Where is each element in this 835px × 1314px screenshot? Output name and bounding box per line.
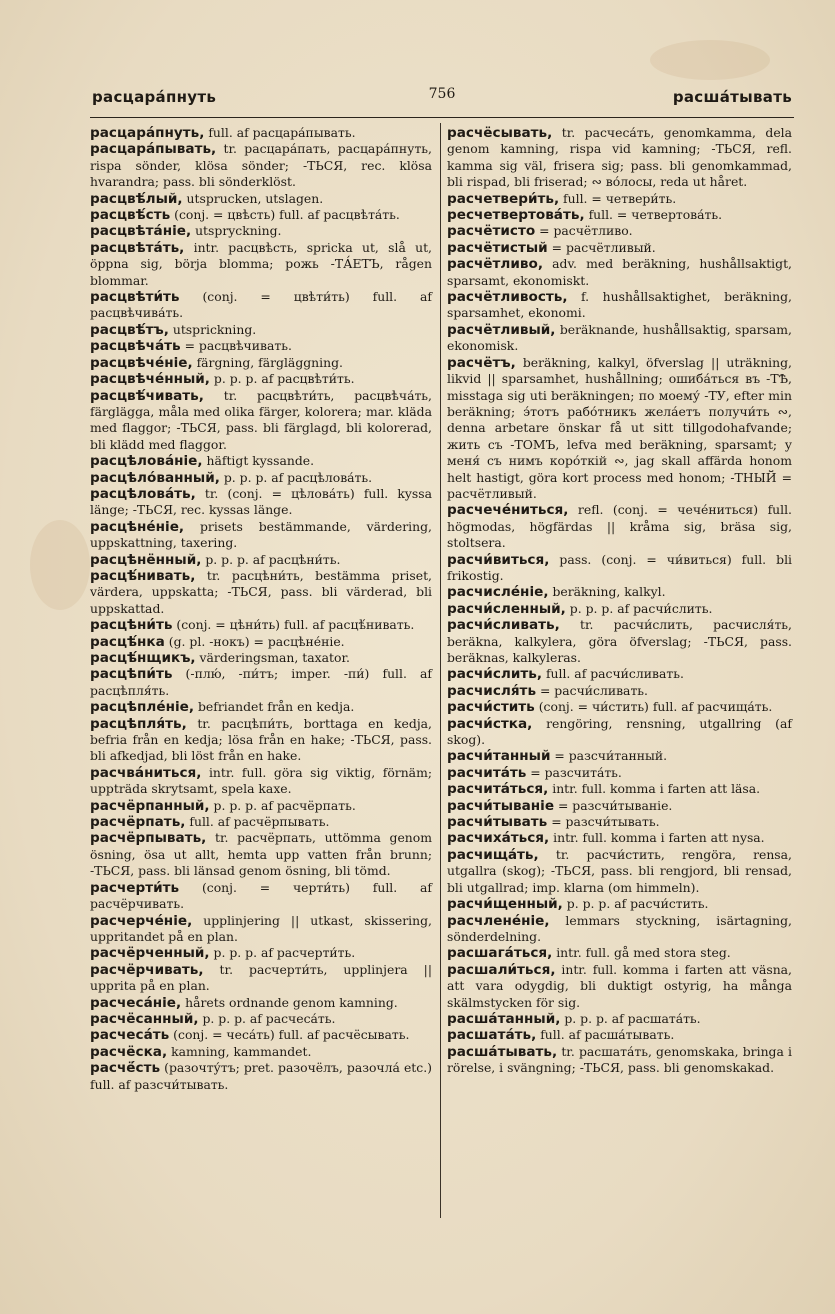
entry-definition: p. p. p. af расцѣлова́ть. bbox=[219, 469, 373, 485]
entry-headword: расцвѣти́ть bbox=[90, 289, 180, 306]
dictionary-entry bbox=[90, 995, 432, 1011]
dictionary-entry bbox=[447, 322, 792, 355]
entry-headword: расчи́тываніе bbox=[447, 797, 555, 814]
entry-headword: расцвѣта́ть, bbox=[90, 239, 185, 256]
entry-definition: tr. расцѣпи́ть, borttaga en kedja, befria från en kedja; lösa från en hake; -ТЬСЯ, pass. bli afkedjad, bli löst från en hake. bbox=[90, 715, 432, 764]
entry-definition: beräkning, kalkyl, öfverslag || uträkning, likvid || sparsamhet, hushållning; ошиба́ться въ -ТѢ, misstaga sig uti beräkningen; по моему́ -ТУ, efter min beräkning; э́тотъ рабо́тникъ жела́етъ получи́ть ∾, denna arbetare önskar få ut sitt tillgodohafvande; жить съ -ТОМЪ, lefva med beräkning, sparsamt; у меня́ съ нимъ коро́ткій ∾, jag skall affärda honom helt hastigt, göra kort process med honom; -ТНЫЙ = расчётливый. bbox=[447, 354, 792, 501]
entry-definition: tr. расцѣни́ть, bestämma priset, värdera, uppskatta; -ТЬСЯ, pass. bli värderad, bli uppskattad. bbox=[90, 567, 432, 616]
entry-headword: расцара́пывать, bbox=[90, 141, 217, 158]
dictionary-entry bbox=[447, 896, 792, 912]
entry-headword: расчеса́ть bbox=[90, 1027, 170, 1044]
entry-headword: расчёрченный, bbox=[90, 945, 210, 962]
entry-definition: (conj. = цвѣти́ть) full. af расцвѣчива́ть. bbox=[90, 289, 432, 321]
entry-headword: расчётливый, bbox=[447, 321, 556, 338]
entry-definition: full. = четвертова́ть. bbox=[584, 207, 723, 223]
entry-definition: häftigt kyssande. bbox=[202, 453, 315, 469]
right-column bbox=[447, 125, 792, 1077]
entry-definition: intr. full. göra sig viktig, förnäm; uppträda skrytsamt, spela kaxe. bbox=[90, 764, 432, 797]
entry-headword: расчё́сть bbox=[90, 1060, 161, 1077]
entry-headword: расцвѣче́ніе, bbox=[90, 354, 193, 371]
dictionary-entry bbox=[90, 289, 432, 322]
entry-headword: расчёска, bbox=[90, 1043, 168, 1060]
dictionary-entry bbox=[447, 502, 792, 551]
dictionary-entry bbox=[447, 830, 792, 846]
dictionary-entry bbox=[447, 945, 792, 961]
dictionary-entry bbox=[447, 125, 792, 191]
dictionary-entry bbox=[447, 617, 792, 666]
dictionary-entry bbox=[90, 798, 432, 814]
dictionary-entry bbox=[90, 1044, 432, 1060]
dictionary-entry bbox=[447, 781, 792, 797]
entry-headword: расчеса́ніе, bbox=[90, 994, 182, 1011]
paper-stain bbox=[30, 520, 90, 610]
dictionary-entry bbox=[90, 666, 432, 699]
entry-headword: расчва́ниться, bbox=[90, 764, 202, 781]
entry-headword: расцѣ́нивать, bbox=[90, 567, 196, 584]
entry-headword: расчи́щенный, bbox=[447, 896, 563, 913]
dictionary-entry bbox=[90, 191, 432, 207]
dictionary-entry bbox=[447, 256, 792, 289]
dictionary-entry bbox=[90, 699, 432, 715]
entry-definition: tr. расчи́стить, rengöra, rensa, utgallra (skog); -ТЬСЯ, pass. bli rengjord, bli rensad, bli utgallrad; imp. klarna (om himmeln). bbox=[447, 846, 792, 895]
entry-definition: utspryckning. bbox=[191, 223, 282, 239]
dictionary-entry bbox=[90, 765, 432, 798]
entry-headword: расчётистый bbox=[447, 239, 548, 256]
dictionary-entry bbox=[90, 240, 432, 289]
entry-headword: расцѣне́ніе, bbox=[90, 518, 185, 535]
dictionary-entry bbox=[90, 207, 432, 223]
entry-definition: (-плю́, -пи́тъ; imper. -пи́) full. af расцѣпля́ть. bbox=[90, 666, 432, 698]
paper-stain bbox=[650, 40, 770, 80]
entry-definition: utsprucken, utslagen. bbox=[182, 190, 324, 206]
dictionary-entry bbox=[447, 355, 792, 503]
entry-definition: (разочту́тъ; pret. разочёлъ, разочла́ etc.) full. af разсчи́тывать. bbox=[90, 1060, 432, 1092]
entry-definition: tr. расшата́ть, genomskaka, bringa i rörelse, i svängning; -ТЬСЯ, pass. bli genomskakad. bbox=[447, 1043, 792, 1076]
dictionary-entry bbox=[447, 1011, 792, 1027]
entry-headword: расшага́ться, bbox=[447, 945, 553, 962]
entry-headword: расцвѣ́лый, bbox=[90, 190, 183, 207]
entry-headword: расчи́тывать bbox=[447, 814, 548, 831]
entry-definition: = расцвѣчивать. bbox=[180, 338, 292, 354]
entry-headword: расчетвери́ть, bbox=[447, 190, 560, 207]
dictionary-entry bbox=[90, 470, 432, 486]
entry-headword: расцѣ́нщикъ, bbox=[90, 650, 196, 666]
entry-definition: = расчётливо. bbox=[535, 223, 633, 239]
entry-definition: full. af расцара́пывать. bbox=[204, 125, 356, 140]
left-column bbox=[90, 125, 432, 1093]
dictionary-entry bbox=[90, 125, 432, 141]
entry-definition: värderingsman, taxator. bbox=[195, 650, 350, 665]
dictionary-entry bbox=[90, 962, 432, 995]
entry-definition: p. p. p. af расцвѣти́ть. bbox=[209, 371, 355, 387]
entry-headword: расчиха́ться, bbox=[447, 830, 550, 847]
entry-headword: расцара́пнуть, bbox=[90, 125, 205, 141]
dictionary-entry bbox=[90, 568, 432, 617]
entry-definition: rengöring, rensning, utgallring (af skog). bbox=[447, 715, 792, 748]
entry-definition: = расчётливый. bbox=[547, 239, 656, 255]
dictionary-entry bbox=[447, 289, 792, 322]
entry-headword: расчи́слить, bbox=[447, 666, 542, 683]
entry-definition: (conj. = черти́ть) full. af расчёрчивать. bbox=[90, 879, 432, 912]
dictionary-entry bbox=[90, 880, 432, 913]
dictionary-entry bbox=[90, 338, 432, 354]
entry-definition: p. p. p. af расшата́ть. bbox=[560, 1010, 701, 1026]
entry-definition: tr. расчеса́ть, genomkamma, dela genom kamning, rispa vid kamning; -ТЬСЯ, refl. kamma sig väl, frisera sig; pass. bli genomkammad, bli rispad, bli friserad; ∾ во́лосы, reda ut håret. bbox=[447, 125, 792, 190]
entry-definition: (conj. = чеса́ть) full. af расчёсывать. bbox=[169, 1027, 410, 1043]
header-left-headword: расцара́пнуть bbox=[92, 88, 217, 106]
dictionary-entry bbox=[90, 634, 432, 650]
dictionary-entry bbox=[447, 748, 792, 764]
dictionary-entry bbox=[447, 191, 792, 207]
dictionary-entry bbox=[90, 322, 432, 338]
entry-definition: = разсчи́танный. bbox=[550, 748, 668, 764]
entry-headword: расчёрпать, bbox=[90, 814, 186, 831]
entry-headword: расчёрпывать, bbox=[90, 830, 207, 847]
entry-definition: = разсчи́тываніе. bbox=[554, 797, 673, 813]
entry-headword: расчече́ниться, bbox=[447, 502, 569, 519]
dictionary-entry bbox=[447, 207, 792, 223]
dictionary-entry bbox=[90, 814, 432, 830]
entry-definition: tr. расчи́слить, расчисля́ть, beräkna, kalkylera, göra öfverslag; -ТЬСЯ, pass. beräknas, kalkyleras. bbox=[447, 617, 792, 665]
dictionary-entry bbox=[447, 1044, 792, 1077]
entry-definition: p. p. p. af расчи́стить. bbox=[562, 896, 709, 912]
entry-headword: расцвѣта́ніе, bbox=[90, 223, 192, 240]
entry-definition: full. af расчёрпывать. bbox=[185, 814, 330, 830]
entry-definition: intr. расцвѣсть, spricka ut, slå ut, öppna sig, börja blomma; рожь -ТА́ЕТЪ, rågen blommar. bbox=[90, 239, 432, 288]
dictionary-entry bbox=[447, 240, 792, 256]
entry-headword: расцѣпле́ніе, bbox=[90, 699, 195, 716]
entry-headword: расчётливость, bbox=[447, 289, 568, 306]
entry-headword: расчлене́ніе, bbox=[447, 912, 550, 929]
entry-headword: ресчетвертова́ть, bbox=[447, 207, 585, 224]
entry-definition: full. = четвери́ть. bbox=[559, 190, 677, 206]
entry-definition: beräkning, kalkyl. bbox=[548, 584, 666, 600]
dictionary-entry bbox=[90, 355, 432, 371]
entry-definition: intr. full. komma i farten att läsa. bbox=[548, 781, 761, 797]
entry-definition: befriandet från en kedja. bbox=[194, 699, 355, 715]
dictionary-entry bbox=[447, 666, 792, 682]
entry-headword: расцвѣча́ть bbox=[90, 338, 181, 355]
entry-headword: расчита́ть bbox=[447, 764, 527, 781]
entry-headword: расчёрчивать, bbox=[90, 961, 204, 978]
entry-headword: расчи́сленный, bbox=[447, 600, 566, 617]
dictionary-entry bbox=[90, 223, 432, 239]
entry-headword: расцѣпи́ть bbox=[90, 666, 173, 683]
dictionary-entry bbox=[90, 716, 432, 765]
entry-definition: refl. (conj. = чече́ниться) full. högmodas, högfärdas || kråma sig, bräsa sig, stoltsera. bbox=[447, 502, 792, 551]
entry-headword: расчисле́ніе, bbox=[447, 584, 549, 601]
header-right-headword: расша́тывать bbox=[672, 88, 792, 106]
dictionary-entry bbox=[447, 814, 792, 830]
dictionary-entry bbox=[447, 847, 792, 896]
dictionary-entry bbox=[90, 141, 432, 190]
entry-headword: расша́танный, bbox=[447, 1010, 561, 1027]
dictionary-entry bbox=[90, 388, 432, 454]
header-rule bbox=[90, 117, 794, 118]
dictionary-entry bbox=[90, 552, 432, 568]
entry-definition: tr. расцвѣти́ть, расцвѣча́ть, färglägga, måla med olika färger, kolorera; mar. kläda med flaggor; -ТЬСЯ, pass. bli färglagd, bli kolorerad, bli klädd med flaggor. bbox=[90, 387, 432, 452]
entry-definition: (g. pl. -нокъ) = расцѣне́ніе. bbox=[164, 633, 345, 649]
entry-definition: intr. full. gå med stora steg. bbox=[552, 945, 731, 961]
entry-definition: tr. расчёрпать, uttömma genom ösning, ösa ut allt, hemta upp vatten från brunn; -ТЬСЯ, pass. bli länsad genom ösning, bli tömd. bbox=[90, 830, 432, 879]
dictionary-entry bbox=[447, 798, 792, 814]
entry-definition: upplinjering || utkast, skissering, uppritandet på en plan. bbox=[90, 912, 432, 944]
entry-definition: tr. расцара́пать, расцара́пнуть, rispa sönder, klösa sönder; -ТЬСЯ, rec. klösa hvarandra; pass. bli sönderklöst. bbox=[90, 141, 432, 190]
entry-definition: f. hushållsaktighet, beräkning, sparsamhet, ekonomi. bbox=[447, 289, 792, 321]
entry-headword: расша́тывать, bbox=[447, 1043, 558, 1060]
entry-headword: расцѣни́ть bbox=[90, 617, 173, 634]
entry-headword: расчита́ться, bbox=[447, 781, 549, 798]
dictionary-entry bbox=[90, 371, 432, 387]
dictionary-entry bbox=[447, 716, 792, 749]
entry-definition: (conj. = цвѣсть) full. af расцвѣта́ть. bbox=[170, 207, 400, 223]
dictionary-entry bbox=[90, 945, 432, 961]
entry-definition: p. p. p. af расчеса́ть. bbox=[198, 1010, 336, 1026]
dictionary-entry bbox=[447, 962, 792, 1011]
entry-headword: расцѣпля́ть, bbox=[90, 715, 187, 732]
entry-headword: расчерче́ніе, bbox=[90, 912, 193, 929]
entry-definition: beräknande, hushållsaktig, sparsam, ekonomisk. bbox=[447, 321, 792, 354]
entry-definition: p. p. p. af расчёрпать. bbox=[209, 797, 356, 813]
entry-definition: = разсчи́тывать. bbox=[547, 814, 660, 830]
entry-definition: utsprickning. bbox=[168, 321, 257, 337]
entry-definition: p. p. p. af расчи́слить. bbox=[565, 600, 713, 616]
entry-definition: lemmars styckning, isärtagning, sönderdelning. bbox=[447, 912, 792, 944]
entry-headword: расцвѣче́нный, bbox=[90, 371, 210, 388]
dictionary-entry bbox=[447, 584, 792, 600]
entry-definition: intr. full. komma i farten att väsna, att vara odygdig, bli duktigt ostyrig, ha många skälmstycken för sig. bbox=[447, 961, 792, 1010]
entry-definition: tr. (conj. = цѣлова́ть) full. kyssa länge; -ТЬСЯ, rec. kyssas länge. bbox=[90, 485, 432, 518]
entry-definition: kamning, kammandet. bbox=[167, 1043, 312, 1059]
entry-headword: расчерти́ть bbox=[90, 879, 180, 896]
entry-headword: расцвѣ́чивать, bbox=[90, 387, 204, 404]
dictionary-entry bbox=[90, 1060, 432, 1093]
entry-headword: расцѣло́ванный, bbox=[90, 469, 220, 486]
dictionary-entry bbox=[447, 223, 792, 239]
entry-headword: расцѣ́нка bbox=[90, 633, 165, 650]
entry-definition: p. p. p. af расчерти́ть. bbox=[209, 945, 356, 961]
entry-definition: = расчи́сливать. bbox=[536, 682, 648, 698]
dictionary-entry bbox=[447, 552, 792, 585]
entry-definition: intr. full. komma i farten att nysa. bbox=[549, 830, 765, 846]
entry-definition: (conj. = цѣни́ть) full. af расцѣ́нивать. bbox=[172, 617, 415, 633]
entry-definition: full. af расша́тывать. bbox=[536, 1027, 675, 1043]
entry-definition: full. af расчи́сливать. bbox=[542, 666, 684, 682]
entry-definition: pass. (conj. = чи́виться) full. bli frikostig. bbox=[447, 551, 792, 583]
entry-definition: p. p. p. af расцѣни́ть. bbox=[201, 551, 341, 567]
entry-headword: расчи́виться, bbox=[447, 551, 550, 568]
dictionary-entry bbox=[90, 1027, 432, 1043]
entry-headword: расчи́стка, bbox=[447, 715, 533, 732]
dictionary-entry bbox=[447, 699, 792, 715]
dictionary-entry bbox=[447, 601, 792, 617]
entry-headword: расчи́сливать, bbox=[447, 617, 560, 634]
dictionary-entry bbox=[90, 519, 432, 552]
entry-headword: расцвѣ́сть bbox=[90, 207, 171, 224]
entry-headword: расшата́ть, bbox=[447, 1027, 537, 1044]
entry-headword: расцѣлова́ніе, bbox=[90, 453, 203, 470]
entry-headword: расчища́ть, bbox=[447, 846, 539, 863]
dictionary-entry bbox=[447, 765, 792, 781]
entry-definition: färgning, färgläggning. bbox=[192, 354, 343, 370]
dictionary-entry bbox=[447, 913, 792, 946]
dictionary-entry bbox=[90, 1011, 432, 1027]
entry-definition: adv. med beräkning, hushållsaktigt, sparsamt, ekonomiskt. bbox=[447, 256, 792, 288]
page-number: 756 bbox=[428, 86, 456, 102]
entry-headword: расчи́танный bbox=[447, 748, 551, 765]
entry-headword: расцвѣ́тъ, bbox=[90, 321, 169, 338]
entry-headword: расчисля́ть bbox=[447, 682, 537, 699]
entry-definition: tr. расчерти́ть, upplinjera || upprita på en plan. bbox=[90, 961, 432, 994]
entry-definition: hårets ordnande genom kamning. bbox=[181, 994, 398, 1010]
entry-headword: расчётливо, bbox=[447, 256, 543, 273]
dictionary-entry bbox=[90, 617, 432, 633]
entry-headword: расцѣнённый, bbox=[90, 551, 202, 568]
entry-headword: расцѣлова́ть, bbox=[90, 485, 196, 502]
dictionary-entry bbox=[90, 650, 432, 666]
dictionary-entry bbox=[90, 830, 432, 879]
entry-headword: расчёрпанный, bbox=[90, 797, 210, 814]
entry-headword: расчётъ, bbox=[447, 354, 516, 371]
dictionary-entry bbox=[90, 486, 432, 519]
dictionary-entry bbox=[447, 1027, 792, 1043]
page-header bbox=[92, 88, 792, 112]
dictionary-entry bbox=[90, 453, 432, 469]
entry-definition: prisets bestämmande, värdering, uppskattning, taxering. bbox=[90, 518, 432, 551]
entry-definition: (conj. = чи́стить) full. af расчища́ть. bbox=[534, 699, 773, 715]
dictionary-entry bbox=[447, 683, 792, 699]
entry-headword: расчи́стить bbox=[447, 699, 535, 716]
entry-headword: расчёсанный, bbox=[90, 1010, 199, 1027]
entry-headword: расчётисто bbox=[447, 223, 536, 240]
entry-headword: расшали́ться, bbox=[447, 961, 556, 978]
column-divider bbox=[440, 123, 441, 1218]
entry-headword: расчёсывать, bbox=[447, 125, 553, 141]
dictionary-entry bbox=[90, 913, 432, 946]
entry-definition: = разсчита́ть. bbox=[526, 764, 622, 780]
